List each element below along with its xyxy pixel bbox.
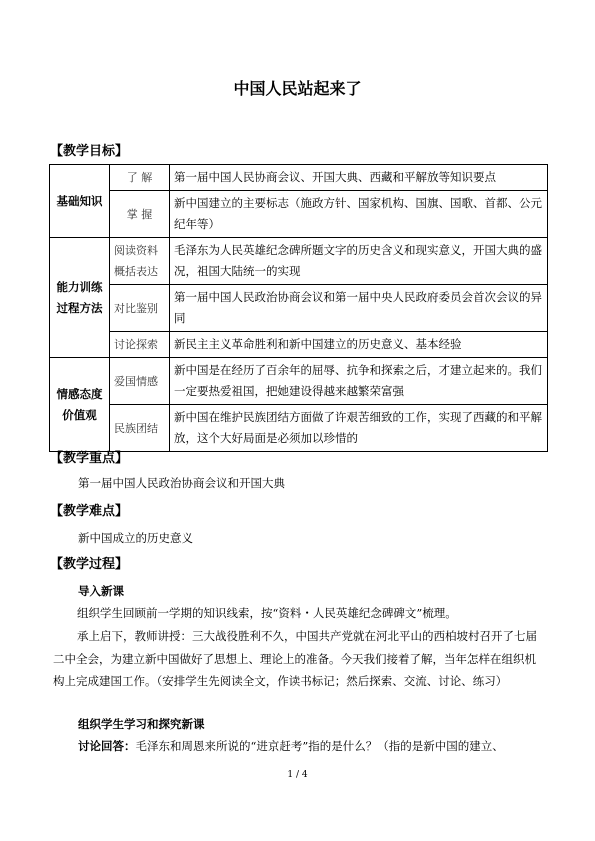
subcategory-compare: 对比鉴别 <box>110 285 170 332</box>
difficulty-text: 新中国成立的历史意义 <box>78 531 193 545</box>
table-row <box>50 332 548 358</box>
intro-heading: 导入新课 <box>78 584 124 598</box>
subcategory-unity: 民族团结 <box>110 405 170 452</box>
table-row <box>50 238 548 285</box>
subcategory-label-line: 概括表达 <box>114 265 158 278</box>
table-row <box>50 165 548 191</box>
section-heading-key-points: 【教学重点】 <box>50 451 129 466</box>
category-emotion <box>50 358 110 452</box>
subcategory-understand: 了 解 <box>110 165 170 191</box>
subcategory-master: 掌 握 <box>110 191 170 238</box>
intro-paragraph-1: 组织学生回顾前一学期的知识线索，按“资料・人民英雄纪念碑碑文”梳理。 <box>77 606 457 620</box>
table-row <box>50 191 548 238</box>
discuss-paragraph <box>78 735 548 757</box>
discuss-text: 毛泽东和周恩来所说的“进京赶考”指的是什么？（指的是新中国的建立、 <box>135 739 504 753</box>
table-row <box>50 358 548 405</box>
objective-text: 第一届中国人民政治协商会议和第一届中央人民政府委员会首次会议的异同 <box>170 285 548 332</box>
section-heading-process: 【教学过程】 <box>50 557 129 572</box>
page-title: 中国人民站起来了 <box>233 79 362 98</box>
objectives-table <box>49 164 548 452</box>
objective-text: 新中国建立的主要标志（施政方针、国家机构、国旗、国歌、首都、公元纪年等） <box>170 191 548 238</box>
category-label-line: 能力训练 <box>56 279 103 294</box>
objective-text: 第一届中国人民协商会议、开国大典、西藏和平解放等知识要点 <box>170 165 548 191</box>
page-number: 1 / 4 <box>287 770 308 780</box>
category-label-line: 价值观 <box>62 407 97 422</box>
key-point-text: 第一届中国人民政治协商会议和开国大典 <box>78 476 285 490</box>
table-row <box>50 285 548 332</box>
category-label-line: 过程方法 <box>56 300 103 315</box>
discuss-label: 讨论回答： <box>78 739 136 753</box>
category-label-line: 情感态度 <box>56 386 103 401</box>
objective-text: 毛泽东为人民英雄纪念碑所题文字的历史含义和现实意义，开国大典的盛况，祖国大陆统一的实现 <box>170 238 548 285</box>
subcategory-reading <box>110 238 170 285</box>
objective-text: 新中国在维护民族团结方面做了许艰苦细致的工作，实现了西藏的和平解放，这个大好局面是必须加以珍惜的 <box>170 405 548 452</box>
subcategory-label-line: 阅读资料 <box>114 244 158 257</box>
objective-text: 新民主主义革命胜利和新中国建立的历史意义、基本经验 <box>170 332 548 358</box>
subcategory-discuss: 讨论探索 <box>110 332 170 358</box>
section-heading-difficulties: 【教学难点】 <box>50 504 129 519</box>
study-heading: 组织学生学习和探究新课 <box>78 717 205 731</box>
section-heading-objectives: 【教学目标】 <box>50 144 129 159</box>
category-ability <box>50 238 110 358</box>
objective-text: 新中国是在经历了百余年的屈辱、抗争和探索之后，才建立起来的。我们一定要热爱祖国，把她建设得越来越繁荣富强 <box>170 358 548 405</box>
intro-paragraph-2: 承上启下，教师讲授：三大战役胜利不久，中国共产党就在河北平山的西柏坡村召开了七届二中全会，为建立新中国做好了思想上、理论上的准备。今天我们接着了解，当年怎样在组织机构上完成建国工作。（安排学生先阅读全文，作读书标记；然后探索、交流、讨论、练习） <box>53 629 537 688</box>
table-row <box>50 405 548 452</box>
subcategory-patriotism: 爱国情感 <box>110 358 170 405</box>
category-basic-knowledge: 基础知识 <box>50 165 110 238</box>
